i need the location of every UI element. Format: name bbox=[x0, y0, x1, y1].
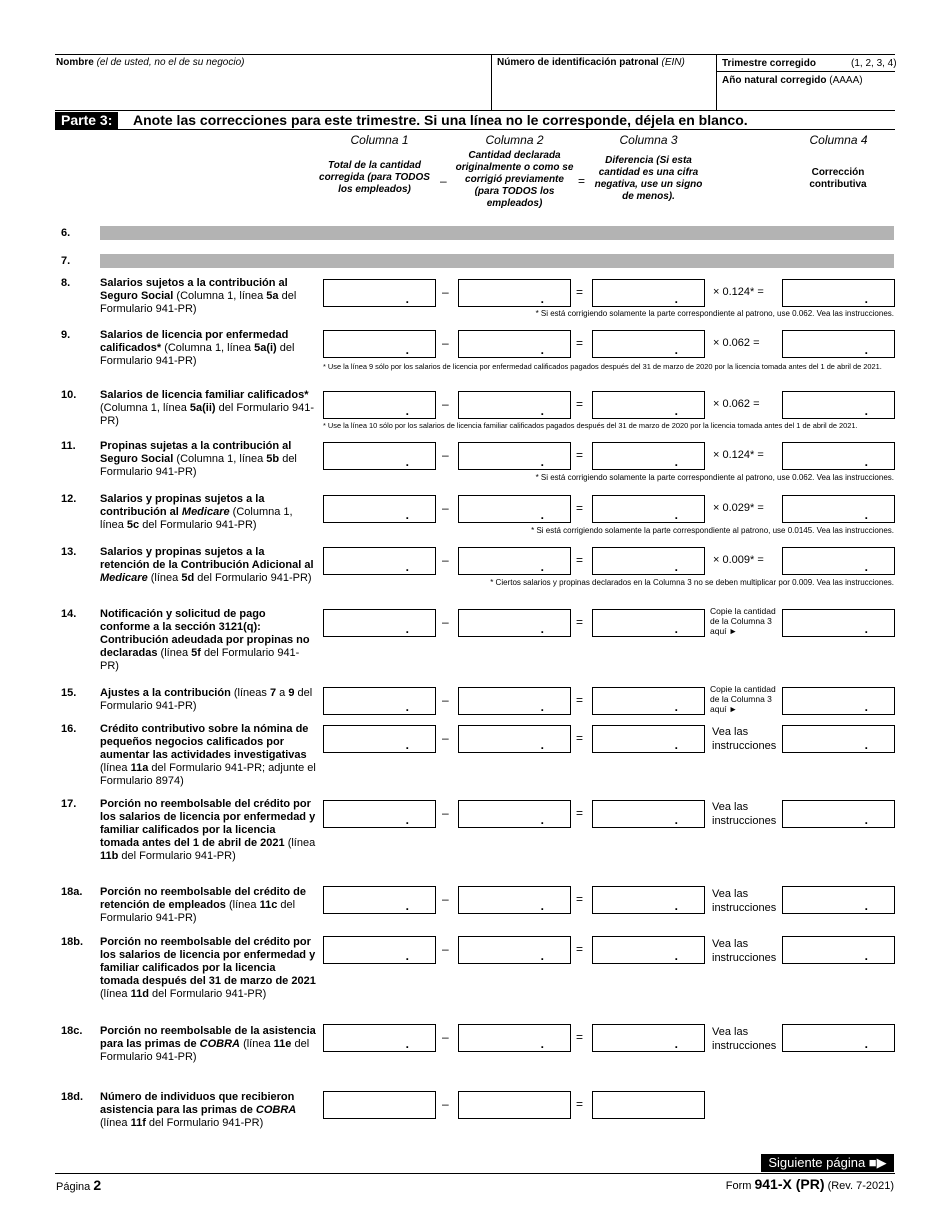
equals-sign: = bbox=[576, 397, 584, 411]
line-10-label: Salarios de licencia familiar calificados* (Columna 1, línea 5a(ii) del Formulario 941-PR) bbox=[100, 389, 315, 427]
line-8-label: Salarios sujetos a la contribución al Seguro Social (Columna 1, línea 5a del Formulario 941-PR) bbox=[100, 277, 297, 315]
line-13-column-3[interactable]: . bbox=[592, 547, 705, 575]
line-18b-column-1[interactable]: . bbox=[323, 936, 436, 964]
year-label: Año natural corregido (AAAA) bbox=[722, 75, 863, 86]
line-18a-number: 18a. bbox=[61, 886, 83, 898]
minus-sign: – bbox=[442, 336, 449, 350]
line-13-note: * Ciertos salarios y propinas declarados en la Columna 3 no se deben multiplicar por 0.009. Vea las instrucciones. bbox=[490, 578, 894, 587]
line-9-column-3[interactable]: . bbox=[592, 330, 705, 358]
line-15-label: Ajustes a la contribución (líneas 7 a 9 del Formulario 941-PR) bbox=[100, 687, 313, 712]
line-6-number: 6. bbox=[61, 227, 71, 239]
line-8-multiplier: × 0.124* = bbox=[713, 286, 764, 298]
name-field[interactable] bbox=[56, 70, 486, 106]
minus-sign: – bbox=[442, 285, 449, 299]
line-10-column-2[interactable]: . bbox=[458, 391, 571, 419]
minus-sign: – bbox=[442, 397, 449, 411]
line-18b-number: 18b. bbox=[61, 936, 84, 948]
part-3-header bbox=[55, 111, 895, 130]
line-14-number: 14. bbox=[61, 608, 77, 620]
page-number: Página 2 bbox=[56, 1177, 102, 1193]
next-page-button[interactable]: Siguiente página ■▶ bbox=[761, 1154, 894, 1172]
line-8-column-2[interactable]: . bbox=[458, 279, 571, 307]
part-title: Anote las correcciones para este trimestre. Si una línea no le corresponde, déjela en blanco. bbox=[133, 112, 748, 128]
quarter-hint: (1, 2, 3, 4) bbox=[851, 58, 897, 69]
line-18b-column-4[interactable]: . bbox=[782, 936, 895, 964]
line-14-copy-instruction: Copie la cantidad de la Columna 3 aquí ► bbox=[710, 606, 776, 636]
line-6-shaded bbox=[100, 226, 894, 240]
line-16-number: 16. bbox=[61, 723, 77, 735]
line-16-column-3[interactable]: . bbox=[592, 725, 705, 753]
line-18c-column-4[interactable]: . bbox=[782, 1024, 895, 1052]
equals-sign: = bbox=[576, 892, 584, 906]
line-16-column-1[interactable]: . bbox=[323, 725, 436, 753]
line-18c-column-2[interactable]: . bbox=[458, 1024, 571, 1052]
equals-sign: = bbox=[576, 336, 584, 350]
line-11-label: Propinas sujetas a la contribución al Seguro Social (Columna 1, línea 5b del Formulario 941-PR) bbox=[100, 440, 297, 478]
equals-sign: = bbox=[576, 731, 584, 745]
line-12-column-2[interactable]: . bbox=[458, 495, 571, 523]
line-14-column-4[interactable]: . bbox=[782, 609, 895, 637]
line-15-number: 15. bbox=[61, 687, 77, 699]
line-10-note: * Use la línea 10 sólo por los salarios de licencia familiar calificados pagados después del 31 de marzo de 2020 por la licencia tomada antes del 1 de abril de 2021. bbox=[323, 421, 858, 430]
ein-field[interactable] bbox=[497, 70, 711, 106]
column-4-heading: Columna 4 bbox=[809, 133, 868, 147]
form-identifier: Form 941-X (PR) (Rev. 7-2021) bbox=[725, 1176, 894, 1192]
line-18b-see-instructions: Vea las instrucciones bbox=[712, 938, 777, 964]
line-14-column-3[interactable]: . bbox=[592, 609, 705, 637]
minus-sign: – bbox=[442, 448, 449, 462]
line-15-column-3[interactable]: . bbox=[592, 687, 705, 715]
line-11-column-4[interactable]: . bbox=[782, 442, 895, 470]
col-minus-sign: – bbox=[440, 174, 447, 188]
minus-sign: – bbox=[442, 806, 449, 820]
line-11-column-2[interactable]: . bbox=[458, 442, 571, 470]
line-11-column-1[interactable]: . bbox=[323, 442, 436, 470]
quarter-rule bbox=[716, 71, 895, 72]
line-9-note: * Use la línea 9 sólo por los salarios de licencia por enfermedad calificados pagados después del 31 de marzo de 2020 por la licencia tomada antes del 1 de abril de 2021. bbox=[323, 362, 882, 371]
column-3-heading: Columna 3 bbox=[619, 133, 678, 147]
line-17-label: Porción no reembolsable del crédito por los salarios de licencia por enfermedad y familiar calificados por la licencia tomada antes del 1 de abril de 2021 (línea 11b del Formulario 941-PR) bbox=[100, 798, 316, 862]
line-10-multiplier: × 0.062 = bbox=[713, 398, 760, 410]
line-8-column-1[interactable]: . bbox=[323, 279, 436, 307]
column-4-description: Corrección contributiva bbox=[809, 167, 867, 190]
line-10-column-1[interactable]: . bbox=[323, 391, 436, 419]
line-15-copy-instruction: Copie la cantidad de la Columna 3 aquí ► bbox=[710, 684, 776, 714]
line-18d-column-2[interactable] bbox=[458, 1091, 571, 1119]
line-7-number: 7. bbox=[61, 255, 71, 267]
column-2-description: Cantidad declarada originalmente o como se corrigió previamente (para TODOS los empleados) bbox=[455, 150, 574, 209]
line-11-multiplier: × 0.124* = bbox=[713, 449, 764, 461]
line-17-see-instructions: Vea las instrucciones bbox=[712, 801, 777, 827]
line-11-number: 11. bbox=[61, 440, 76, 452]
line-18c-column-1[interactable]: . bbox=[323, 1024, 436, 1052]
line-16-label: Crédito contributivo sobre la nómina de pequeños negocios calificados por aumentar las actividades investigativas (línea 11a del Formulario 941-PR; adjunte el Formulario 8974) bbox=[100, 723, 316, 787]
minus-sign: – bbox=[442, 892, 449, 906]
line-18a-column-4[interactable]: . bbox=[782, 886, 895, 914]
minus-sign: – bbox=[442, 615, 449, 629]
minus-sign: – bbox=[442, 1097, 449, 1111]
line-9-multiplier: × 0.062 = bbox=[713, 337, 760, 349]
header-divider-1 bbox=[491, 54, 492, 110]
line-13-column-1[interactable]: . bbox=[323, 547, 436, 575]
line-15-column-2[interactable]: . bbox=[458, 687, 571, 715]
line-18c-see-instructions: Vea las instrucciones bbox=[712, 1026, 777, 1052]
line-12-multiplier: × 0.029* = bbox=[713, 502, 764, 514]
line-10-number: 10. bbox=[61, 389, 77, 401]
equals-sign: = bbox=[576, 1030, 584, 1044]
line-11-column-3[interactable]: . bbox=[592, 442, 705, 470]
line-8-column-3[interactable]: . bbox=[592, 279, 705, 307]
line-18d-number: 18d. bbox=[61, 1091, 84, 1103]
line-14-column-2[interactable]: . bbox=[458, 609, 571, 637]
equals-sign: = bbox=[576, 501, 584, 515]
line-13-column-2[interactable]: . bbox=[458, 547, 571, 575]
line-18b-column-3[interactable]: . bbox=[592, 936, 705, 964]
minus-sign: – bbox=[442, 1030, 449, 1044]
line-18b-label: Porción no reembolsable del crédito por los salarios de licencia por enfermedad y familiar calificados por la licencia tomada después del 31 de marzo de 2021 (línea 11d del Formulario 941-PR) bbox=[100, 936, 316, 1000]
line-8-column-4[interactable]: . bbox=[782, 279, 895, 307]
header-divider-2 bbox=[716, 54, 717, 110]
col-equals-sign: = bbox=[578, 174, 586, 188]
line-7-shaded bbox=[100, 254, 894, 268]
line-18d-column-3[interactable] bbox=[592, 1091, 705, 1119]
quarter-label: Trimestre corregido bbox=[722, 58, 816, 69]
line-15-column-4[interactable]: . bbox=[782, 687, 895, 715]
line-12-number: 12. bbox=[61, 493, 77, 505]
minus-sign: – bbox=[442, 553, 449, 567]
line-9-label: Salarios de licencia por enfermedad calificados* (Columna 1, línea 5a(i) del Formulario 941-PR) bbox=[100, 329, 295, 367]
line-9-column-1[interactable]: . bbox=[323, 330, 436, 358]
minus-sign: – bbox=[442, 731, 449, 745]
equals-sign: = bbox=[576, 942, 584, 956]
line-9-column-4[interactable]: . bbox=[782, 330, 895, 358]
equals-sign: = bbox=[576, 553, 584, 567]
equals-sign: = bbox=[576, 1097, 584, 1111]
line-18a-see-instructions: Vea las instrucciones bbox=[712, 888, 777, 914]
line-18b-column-2[interactable]: . bbox=[458, 936, 571, 964]
equals-sign: = bbox=[576, 285, 584, 299]
line-18d-label: Número de individuos que recibieron asistencia para las primas de COBRA (línea 11f del Formulario 941-PR) bbox=[100, 1091, 297, 1129]
line-10-column-3[interactable]: . bbox=[592, 391, 705, 419]
line-9-number: 9. bbox=[61, 329, 71, 341]
line-18c-number: 18c. bbox=[61, 1025, 83, 1037]
ein-label: Número de identificación patronal (EIN) bbox=[497, 57, 685, 68]
header-top-rule bbox=[55, 54, 895, 55]
line-14-column-1[interactable]: . bbox=[323, 609, 436, 637]
line-16-column-2[interactable]: . bbox=[458, 725, 571, 753]
footer-rule bbox=[55, 1173, 895, 1174]
column-1-heading: Columna 1 bbox=[350, 133, 409, 147]
line-17-column-3[interactable]: . bbox=[592, 800, 705, 828]
line-17-column-4[interactable]: . bbox=[782, 800, 895, 828]
line-18c-label: Porción no reembolsable de la asistencia para las primas de COBRA (línea 11e del Formulario 941-PR) bbox=[100, 1025, 316, 1063]
line-18a-column-3[interactable]: . bbox=[592, 886, 705, 914]
line-13-column-4[interactable]: . bbox=[782, 547, 895, 575]
line-12-note: * Si está corrigiendo solamente la parte correspondiente al patrono, use 0.0145. Vea las instrucciones. bbox=[531, 526, 894, 535]
line-17-column-2[interactable]: . bbox=[458, 800, 571, 828]
line-15-column-1[interactable]: . bbox=[323, 687, 436, 715]
line-12-label: Salarios y propinas sujetos a la contribución al Medicare (Columna 1, línea 5c del Formulario 941-PR) bbox=[100, 493, 293, 531]
line-13-label: Salarios y propinas sujetos a la retención de la Contribución Adicional al Medicare (línea 5d del Formulario 941-PR) bbox=[100, 546, 314, 584]
line-18a-label: Porción no reembolsable del crédito de retención de empleados (línea 11c del Formulario 941-PR) bbox=[100, 886, 306, 924]
line-18a-column-1[interactable]: . bbox=[323, 886, 436, 914]
line-18c-column-3[interactable]: . bbox=[592, 1024, 705, 1052]
line-9-column-2[interactable]: . bbox=[458, 330, 571, 358]
line-18a-column-2[interactable]: . bbox=[458, 886, 571, 914]
line-12-column-1[interactable]: . bbox=[323, 495, 436, 523]
line-14-label: Notificación y solicitud de pago conforme a la sección 3121(q): Contribución adeudada por propinas no declaradas (línea 5f del Formulario 941-PR) bbox=[100, 608, 310, 672]
equals-sign: = bbox=[576, 806, 584, 820]
equals-sign: = bbox=[576, 693, 584, 707]
line-12-column-4[interactable]: . bbox=[782, 495, 895, 523]
quarter-field[interactable] bbox=[722, 60, 842, 70]
line-18d-column-1[interactable] bbox=[323, 1091, 436, 1119]
equals-sign: = bbox=[576, 615, 584, 629]
line-8-note: * Si está corrigiendo solamente la parte correspondiente al patrono, use 0.062. Vea las instrucciones. bbox=[535, 309, 894, 318]
line-8-number: 8. bbox=[61, 277, 71, 289]
line-17-number: 17. bbox=[61, 798, 77, 810]
column-1-description: Total de la cantidad corregida (para TODOS los empleados) bbox=[319, 160, 430, 195]
line-16-see-instructions: Vea las instrucciones bbox=[712, 726, 777, 752]
line-11-note: * Si está corrigiendo solamente la parte correspondiente al patrono, use 0.062. Vea las instrucciones. bbox=[535, 473, 894, 482]
name-label: Nombre (el de usted, no el de su negocio) bbox=[56, 57, 245, 68]
line-12-column-3[interactable]: . bbox=[592, 495, 705, 523]
line-10-column-4[interactable]: . bbox=[782, 391, 895, 419]
line-16-column-4[interactable]: . bbox=[782, 725, 895, 753]
column-3-description: Diferencia (Si esta cantidad es una cifra negativa, use un signo de menos). bbox=[594, 155, 703, 202]
part-tag: Parte 3: bbox=[55, 112, 118, 129]
minus-sign: – bbox=[442, 942, 449, 956]
line-17-column-1[interactable]: . bbox=[323, 800, 436, 828]
minus-sign: – bbox=[442, 693, 449, 707]
minus-sign: – bbox=[442, 501, 449, 515]
column-2-heading: Columna 2 bbox=[485, 133, 544, 147]
year-field[interactable] bbox=[722, 88, 892, 108]
line-13-number: 13. bbox=[61, 546, 77, 558]
line-13-multiplier: × 0.009* = bbox=[713, 554, 764, 566]
equals-sign: = bbox=[576, 448, 584, 462]
